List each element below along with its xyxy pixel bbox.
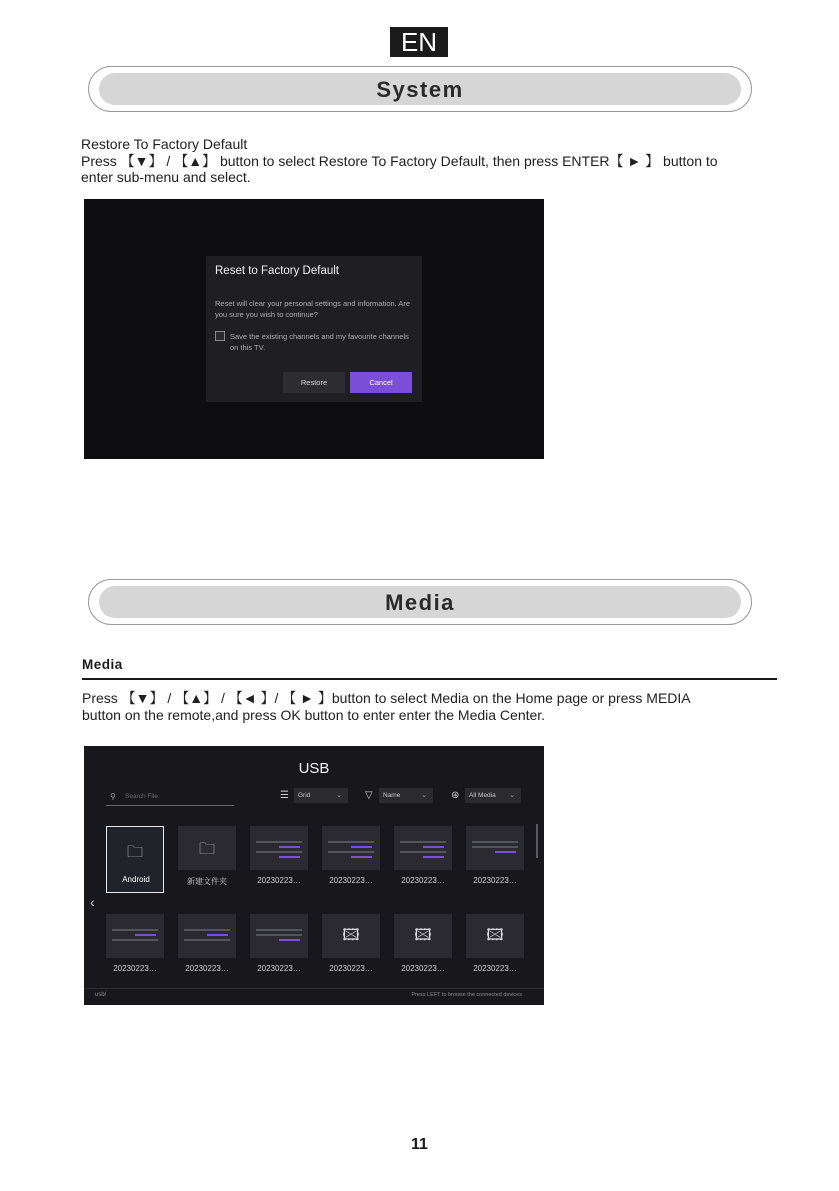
file-tile-screenshot[interactable]	[106, 914, 164, 958]
screenshot-thumbnail	[112, 926, 158, 952]
chevron-down-icon: ⌄	[421, 792, 427, 799]
system-section-banner	[88, 66, 752, 112]
grid-scrollbar[interactable]	[536, 824, 538, 858]
footer-divider	[84, 988, 544, 989]
navigation-hint: Press LEFT to browse the connected devices	[411, 992, 522, 998]
tile-label: Android	[122, 875, 150, 884]
dialog-title: Reset to Factory Default	[215, 265, 339, 277]
sort-value: Name	[383, 792, 401, 799]
usb-title: USB	[298, 760, 330, 777]
tile-label: 20230223…	[473, 964, 517, 973]
tile-label: 20230223…	[329, 964, 373, 973]
media-instructions-line2: button on the remote,and press OK button to enter enter the Media Center.	[82, 706, 546, 723]
list-icon: ☰	[280, 790, 289, 801]
file-tile-android[interactable]	[106, 826, 164, 893]
tile-label: 20230223…	[257, 876, 301, 885]
image-icon: 🖾	[414, 927, 432, 944]
media-type-icon: ⊛	[451, 790, 460, 801]
restore-button[interactable]: Restore	[283, 372, 345, 393]
page-number: 11	[411, 1136, 428, 1153]
media-section-banner	[88, 579, 752, 625]
file-tile-screenshot[interactable]	[466, 826, 524, 870]
file-tile-screenshot[interactable]	[250, 826, 308, 870]
tile-label: 20230223…	[401, 964, 445, 973]
view-mode-value: Grid	[298, 792, 311, 799]
reset-dialog	[206, 256, 422, 402]
screenshot-thumbnail	[400, 838, 446, 864]
tile-label: 新建文件夹	[187, 877, 227, 886]
heading-divider	[82, 678, 777, 680]
screenshot-thumbnail	[328, 838, 374, 864]
folder-icon: 🗀	[198, 841, 215, 858]
file-tile-screenshot[interactable]	[178, 914, 236, 958]
file-tile-image[interactable]	[394, 914, 452, 958]
save-channels-label: Save the existing channels and my favourite channels on this TV.	[230, 332, 409, 352]
file-tile-screenshot[interactable]	[322, 826, 380, 870]
restore-instructions-line2: enter sub-menu and select.	[81, 169, 251, 185]
tile-label: 20230223…	[257, 964, 301, 973]
chevron-down-icon: ⌄	[336, 792, 342, 799]
file-tile-screenshot[interactable]	[394, 826, 452, 870]
media-type-dropdown[interactable]	[451, 788, 521, 803]
tile-label: 20230223…	[473, 876, 517, 885]
screenshot-thumbnail	[256, 838, 302, 864]
file-tile-folder[interactable]	[178, 826, 236, 870]
restore-instructions	[81, 136, 771, 186]
sort-dropdown[interactable]	[365, 788, 433, 803]
media-heading: Media	[82, 657, 123, 672]
screenshot-thumbnail	[184, 926, 230, 952]
language-badge: EN	[390, 27, 448, 57]
file-tile-image[interactable]	[322, 914, 380, 958]
system-banner-label: System	[376, 77, 464, 102]
tile-label: 20230223…	[329, 876, 373, 885]
tile-label: 20230223…	[185, 964, 229, 973]
usb-media-screenshot	[84, 746, 544, 1005]
media-banner-label: Media	[385, 590, 455, 615]
chevron-left-icon[interactable]: ‹	[90, 894, 95, 910]
filter-icon: ▽	[365, 790, 373, 801]
current-path: usb/	[95, 992, 107, 998]
save-channels-checkbox[interactable]	[215, 331, 225, 341]
screenshot-thumbnail	[256, 926, 302, 952]
search-icon: ⚲	[110, 792, 116, 801]
cancel-button[interactable]: Cancel	[350, 372, 412, 393]
media-instructions	[82, 690, 772, 723]
search-placeholder: Search File	[125, 793, 158, 800]
reset-dialog-screenshot	[84, 199, 544, 459]
tile-label: 20230223…	[401, 876, 445, 885]
screenshot-thumbnail	[472, 838, 518, 864]
dialog-message: Reset will clear your personal settings and information. Are you sure you wish to continue?	[215, 299, 411, 319]
restore-instructions-line1: Press 【▼】 / 【▲】 button to select Restore To Factory Default, then press ENTER【 ► 】 button to	[81, 152, 718, 169]
restore-heading: Restore To Factory Default	[81, 136, 248, 152]
search-file-input[interactable]	[106, 790, 234, 806]
tile-label: 20230223…	[113, 964, 157, 973]
chevron-down-icon: ⌄	[509, 792, 515, 799]
image-icon: 🖾	[486, 927, 504, 944]
image-icon: 🖾	[342, 927, 360, 944]
folder-icon: 🗀	[126, 844, 143, 861]
media-instructions-line1: Press 【▼】 / 【▲】 / 【◄ 】/ 【 ► 】button to select Media on the Home page or press MEDIA	[82, 690, 691, 706]
file-tile-image[interactable]	[466, 914, 524, 958]
media-type-value: All Media	[469, 792, 496, 799]
file-tile-screenshot[interactable]	[250, 914, 308, 958]
view-mode-dropdown[interactable]	[280, 788, 348, 803]
